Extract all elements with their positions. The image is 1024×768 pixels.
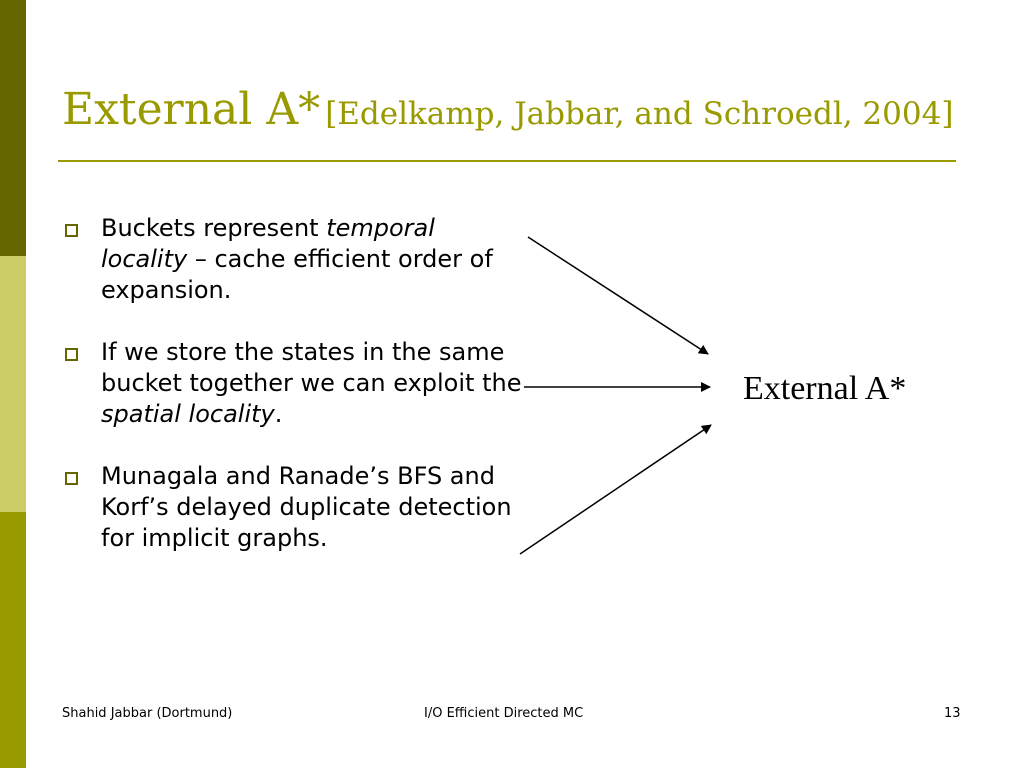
arrow-from-bullet-3 (520, 425, 711, 554)
bullet-text-run: Munagala and Ranade’s BFS and Korf’s delayed duplicate detection for implicit graphs. (101, 462, 512, 552)
title-citation: [Edelkamp, Jabbar, and Schroedl, 2004] (325, 96, 954, 132)
bullet-text-run: – cache efficient order of expansion. (101, 245, 493, 304)
bullet-emphasis: spatial locality (101, 400, 275, 428)
bullet-text-run: . (274, 400, 283, 428)
bullet-text-run: If we store the states in the same bucket together we can exploit the (101, 338, 522, 397)
footer-author: Shahid Jabbar (Dortmund) (62, 706, 233, 721)
title-main: External A* (62, 84, 321, 135)
bullet-emphasis: temporal locality (101, 214, 435, 273)
arrow-from-bullet-1 (528, 237, 708, 354)
page-number: 13 (944, 706, 961, 721)
bullet-text-run: Buckets represent (101, 214, 327, 242)
target-label: External A* (743, 370, 907, 407)
footer-talk-title: I/O Efficient Directed MC (424, 706, 584, 721)
